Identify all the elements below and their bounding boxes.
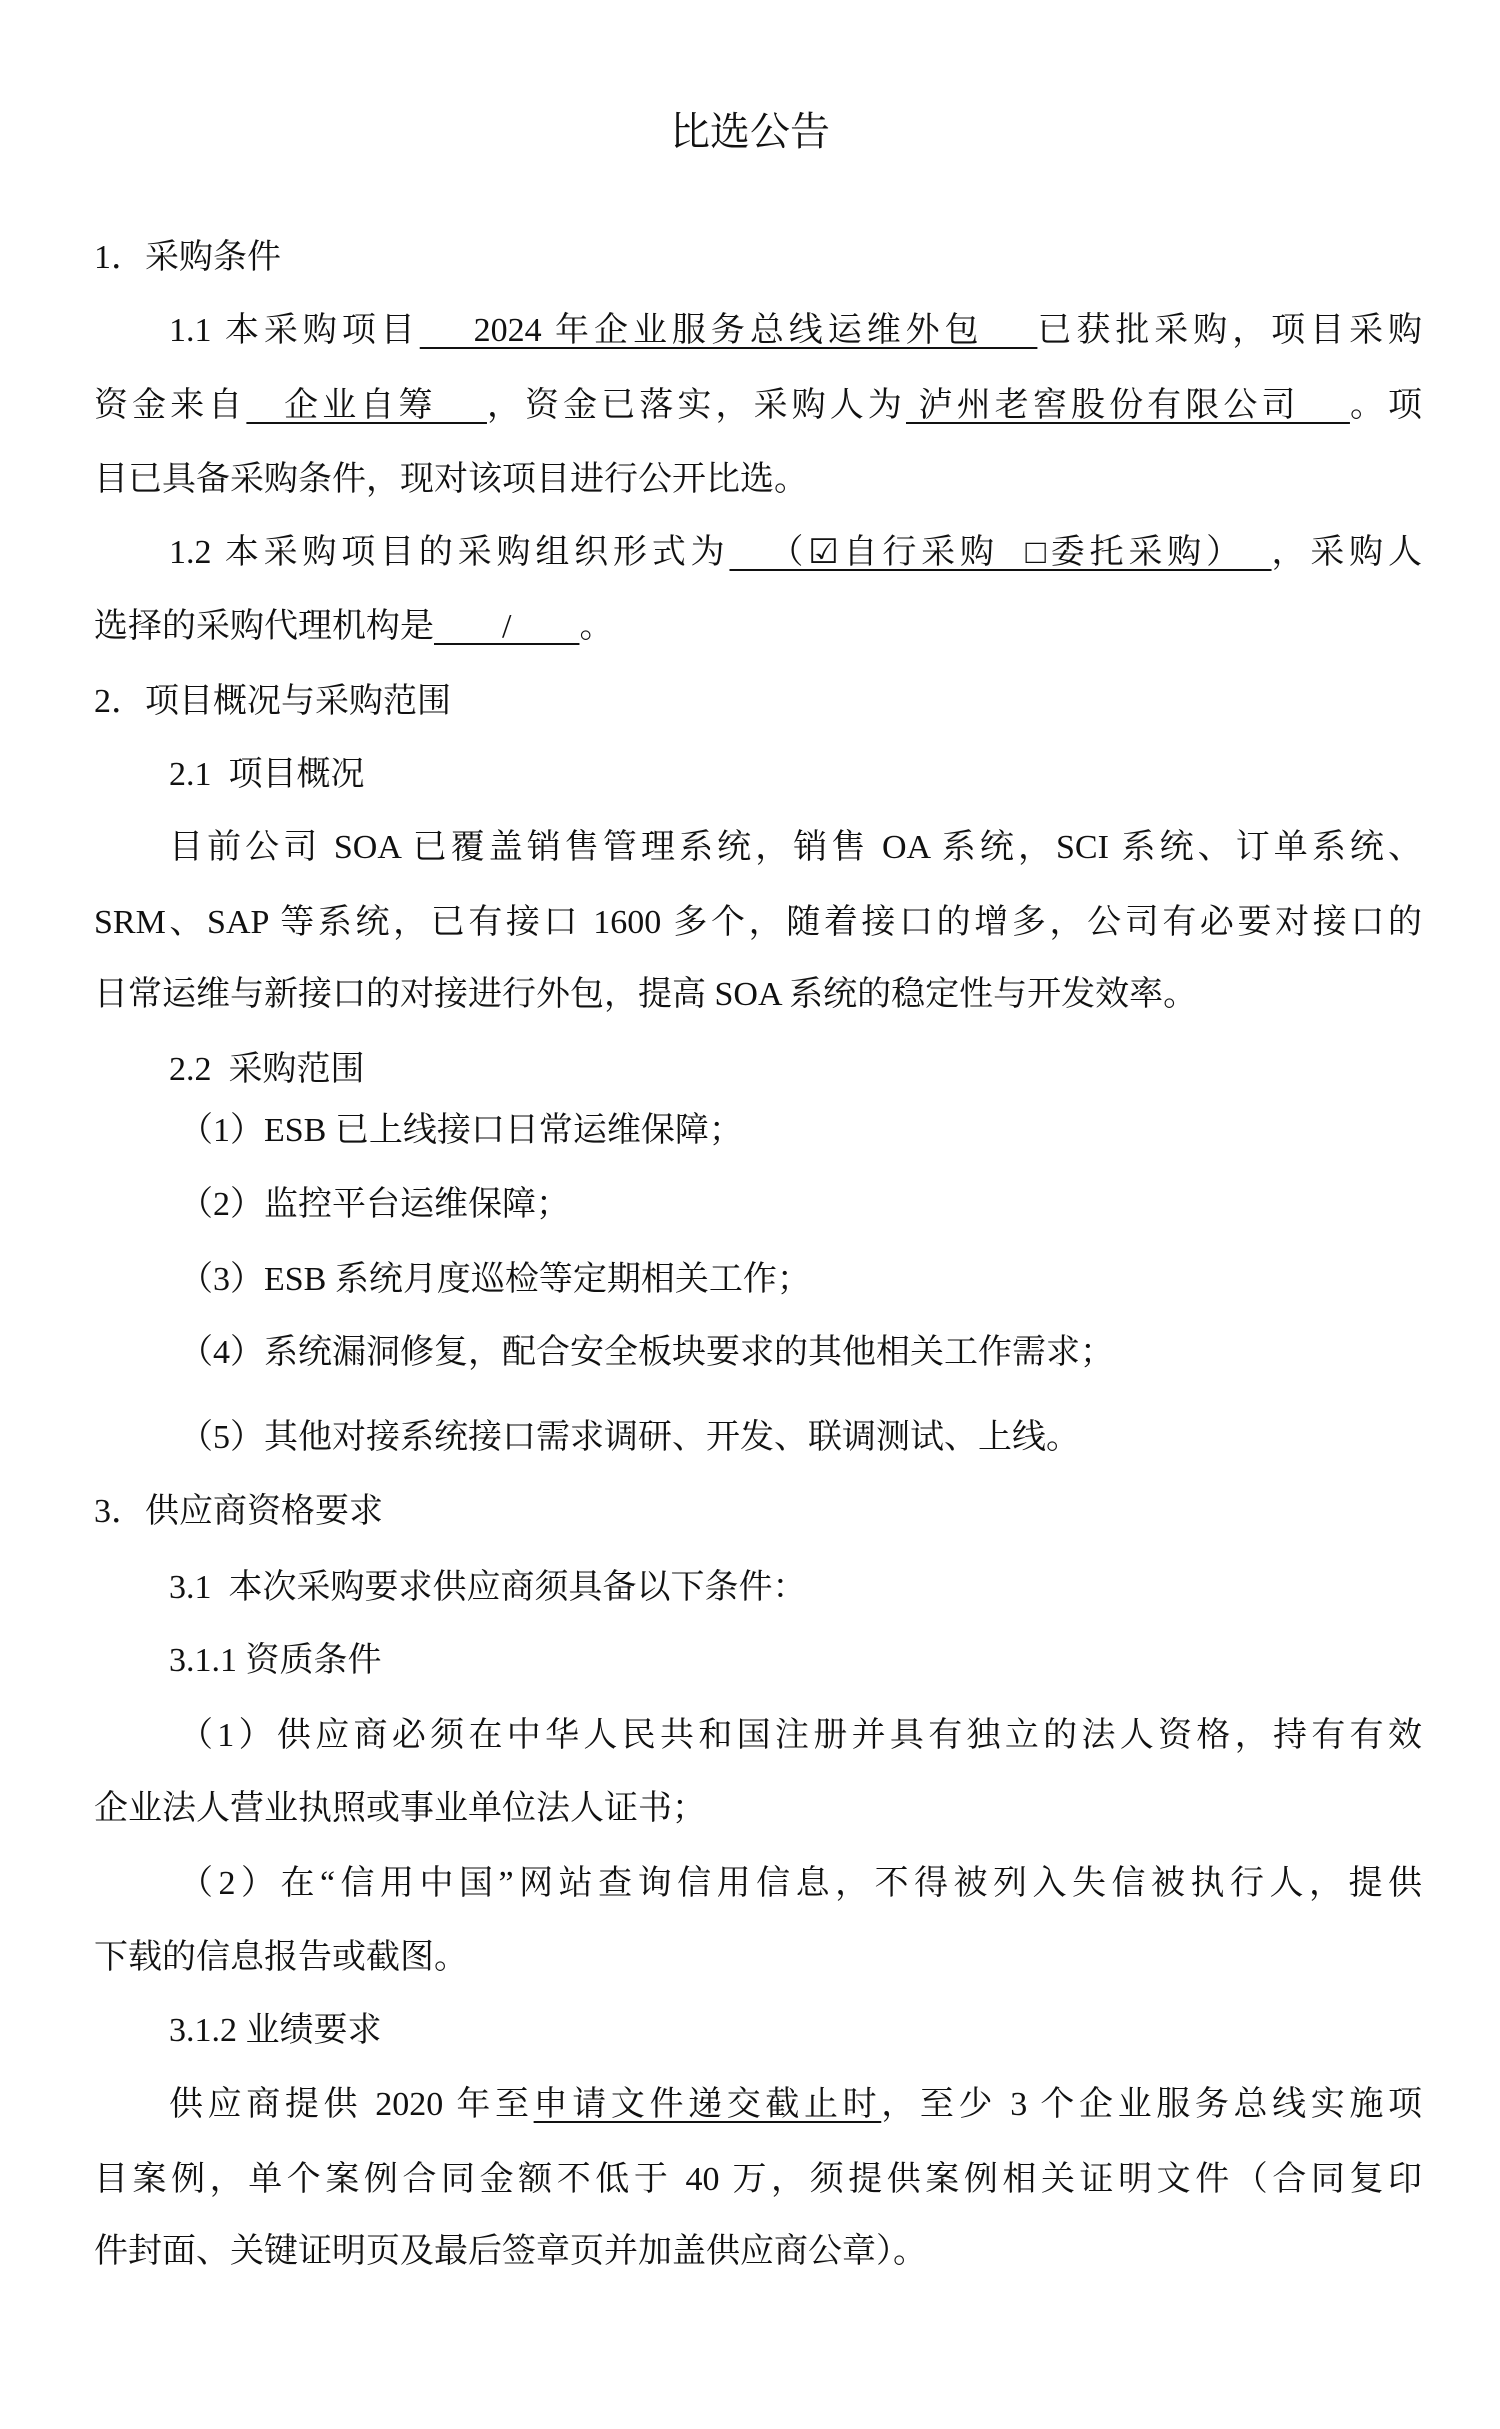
text-line (179, 1109, 1422, 1153)
text-segment: （2）在“信用中国”网站查询信用信息，不得被列入失信被执行人，提供 (179, 1865, 1422, 1902)
text-segment: 2.2 采购范围 (169, 1051, 365, 1088)
text-line (169, 531, 1422, 575)
filled-blank: / (434, 608, 580, 645)
text-line (169, 1048, 1422, 1092)
text-line (169, 2083, 1422, 2127)
text-segment: （1）供应商必须在中华人民共和国注册并具有独立的法人资格，持有有效 (179, 1717, 1422, 1754)
text-segment: （4）系统漏洞修复，配合安全板块要求的其他相关工作需求； (179, 1334, 1114, 1371)
text-line (169, 2009, 1422, 2053)
text-line (94, 973, 1422, 1017)
text-segment: 日常运维与新接口的对接进行外包，提高 SOA 系统的稳定性与开发效率。 (94, 976, 1198, 1013)
text-segment: （5）其他对接系统接口需求调研、开发、联调测试、上线。 (179, 1419, 1080, 1456)
filled-blank: 申请文件递交截止时 (533, 2086, 882, 2123)
text-segment: 企业法人营业执照或事业单位法人证书； (94, 1790, 706, 1827)
text-line (169, 1639, 1422, 1683)
text-segment: SRM、SAP 等系统，已有接口 1600 多个，随着接口的增多，公司有必要对接口的 (94, 904, 1422, 941)
text-line (179, 1714, 1422, 1758)
text-segment: 1．采购条件 (94, 239, 281, 276)
text-line (94, 236, 1422, 280)
text-line (94, 901, 1422, 945)
text-line (169, 826, 1422, 870)
text-segment: （1）ESB 已上线接口日常运维保障； (179, 1112, 743, 1149)
filled-blank: 企业自筹 (246, 387, 487, 424)
text-line (94, 1936, 1422, 1980)
text-segment: 资金来自 (94, 387, 247, 424)
text-segment: ，资金已落实，采购人为 (486, 387, 906, 424)
text-segment: 1.2 本采购项目的采购组织形式为 (169, 534, 730, 571)
text-line (179, 1183, 1422, 1227)
text-segment: 1.1 本采购项目 (169, 312, 420, 349)
text-segment: ，至少 3 个企业服务总线实施项 (881, 2086, 1422, 2123)
text-segment: （2）监控平台运维保障； (179, 1186, 570, 1223)
text-line (169, 1566, 1422, 1610)
filled-blank: 泸州老窖股份有限公司 (906, 387, 1350, 424)
text-segment: 下载的信息报告或截图。 (94, 1939, 468, 1976)
document-title: 比选公告 (670, 109, 830, 154)
text-line (94, 1787, 1422, 1831)
text-line (179, 1416, 1422, 1460)
text-segment: 2．项目概况与采购范围 (94, 683, 451, 720)
text-line (94, 458, 1422, 502)
text-segment: ，采购人 (1271, 534, 1423, 571)
text-segment: 目已具备采购条件，现对该项目进行公开比选。 (94, 461, 808, 498)
text-line (179, 1862, 1422, 1906)
text-segment: 3．供应商资格要求 (94, 1493, 383, 1530)
text-segment: 已获批采购，项目采购 (1037, 312, 1423, 349)
text-line (179, 1258, 1422, 1302)
text-line (179, 1331, 1422, 1375)
text-segment: 3.1.2 业绩要求 (169, 2012, 382, 2049)
text-segment: 供应商提供 2020 年至 (169, 2086, 534, 2123)
text-segment: 目案例，单个案例合同金额不低于 40 万，须提供案例相关证明文件（合同复印 (94, 2161, 1422, 2198)
text-segment: 3.1 本次采购要求供应商须具备以下条件： (169, 1569, 807, 1606)
text-segment: 目前公司 SOA 已覆盖销售管理系统，销售 OA 系统，SCI 系统、订单系统、 (169, 829, 1422, 866)
text-segment: 选择的采购代理机构是 (94, 608, 434, 645)
filled-blank: 2024 年企业服务总线运维外包 (419, 312, 1038, 349)
text-line (94, 605, 1422, 649)
text-segment: 。项 (1349, 387, 1423, 424)
filled-blank: （☑自行采购 □委托采购） (729, 534, 1272, 571)
text-segment: 。 (579, 608, 614, 645)
text-line (94, 384, 1422, 428)
text-line (94, 2158, 1422, 2202)
text-segment: 2.1 项目概况 (169, 756, 365, 793)
text-line (94, 680, 1422, 724)
text-segment: （3）ESB 系统月度巡检等定期相关工作； (179, 1261, 811, 1298)
text-segment: 3.1.1 资质条件 (169, 1642, 382, 1679)
text-line (169, 309, 1422, 353)
text-line (94, 1490, 1422, 1534)
text-segment: 件封面、关键证明页及最后签章页并加盖供应商公章）。 (94, 2233, 927, 2270)
text-line (169, 753, 1422, 797)
text-line (94, 2230, 1422, 2274)
